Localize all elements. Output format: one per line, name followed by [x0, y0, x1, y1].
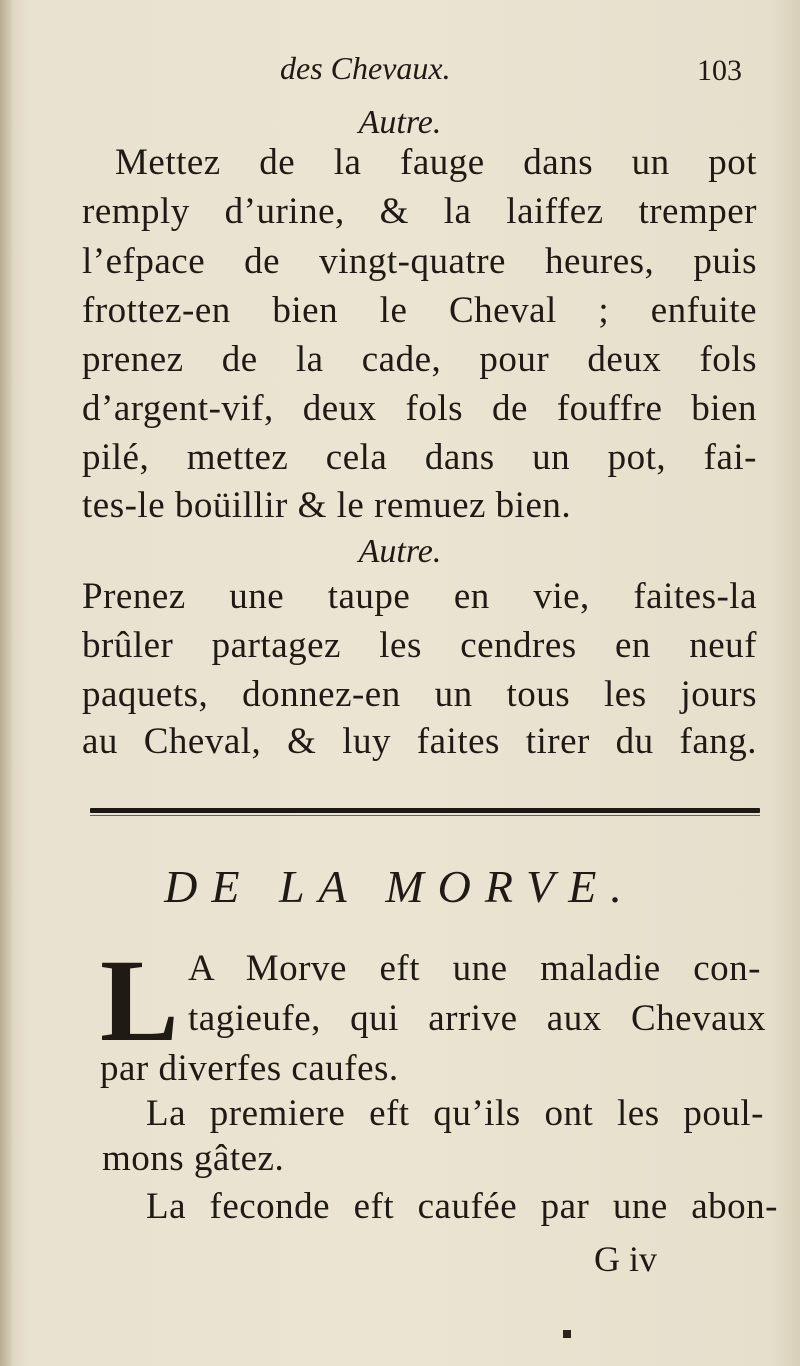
text-line: Prenez une taupe en vie, faites-la	[82, 576, 757, 617]
text-line: l’efpace de vingt-quatre heures, puis	[82, 241, 757, 282]
text-line: mons gâtez.	[102, 1138, 285, 1179]
subhead-autre-1: Autre.	[358, 104, 442, 141]
text-line: La feconde eft caufée par une abon-	[146, 1186, 778, 1227]
catchword-signature: G iv	[594, 1239, 657, 1279]
text-line: par diverfes caufes.	[100, 1048, 399, 1089]
page-header	[0, 50, 800, 100]
section-divider-thin	[90, 815, 760, 816]
page-number: 103	[697, 54, 742, 87]
text-line: tes-le boüillir & le remuez bien.	[82, 485, 572, 526]
text-line: brûler partagez les cendres en neuf	[82, 625, 757, 666]
subhead-autre-2: Autre.	[358, 533, 442, 570]
text-line: tagieufe, qui arrive aux Chevaux	[188, 998, 766, 1039]
ink-mark	[563, 1330, 571, 1338]
text-line: A Morve eft une maladie con-	[188, 948, 761, 989]
drop-cap: L	[100, 935, 179, 1066]
text-line: paquets, donnez-en un tous les jours	[82, 674, 757, 715]
chapter-title: DE LA MORVE.	[164, 861, 636, 912]
text-line: d’argent-vif, deux fols de fouffre bien	[82, 388, 757, 429]
section-divider	[90, 808, 760, 813]
text-line: Mettez de la fauge dans un pot	[115, 142, 757, 183]
text-line: pilé, mettez cela dans un pot, fai-	[82, 437, 757, 478]
text-line: La premiere eft qu’ils ont les poul-	[146, 1093, 764, 1134]
running-title: des Chevaux.	[280, 50, 451, 86]
text-line: frottez-en bien le Cheval ; enfuite	[82, 290, 757, 331]
text-line: remply d’urine, & la laiffez tremper	[82, 191, 757, 232]
text-line: au Cheval, & luy faites tirer du fang.	[82, 721, 757, 762]
text-line: prenez de la cade, pour deux fols	[82, 339, 757, 380]
